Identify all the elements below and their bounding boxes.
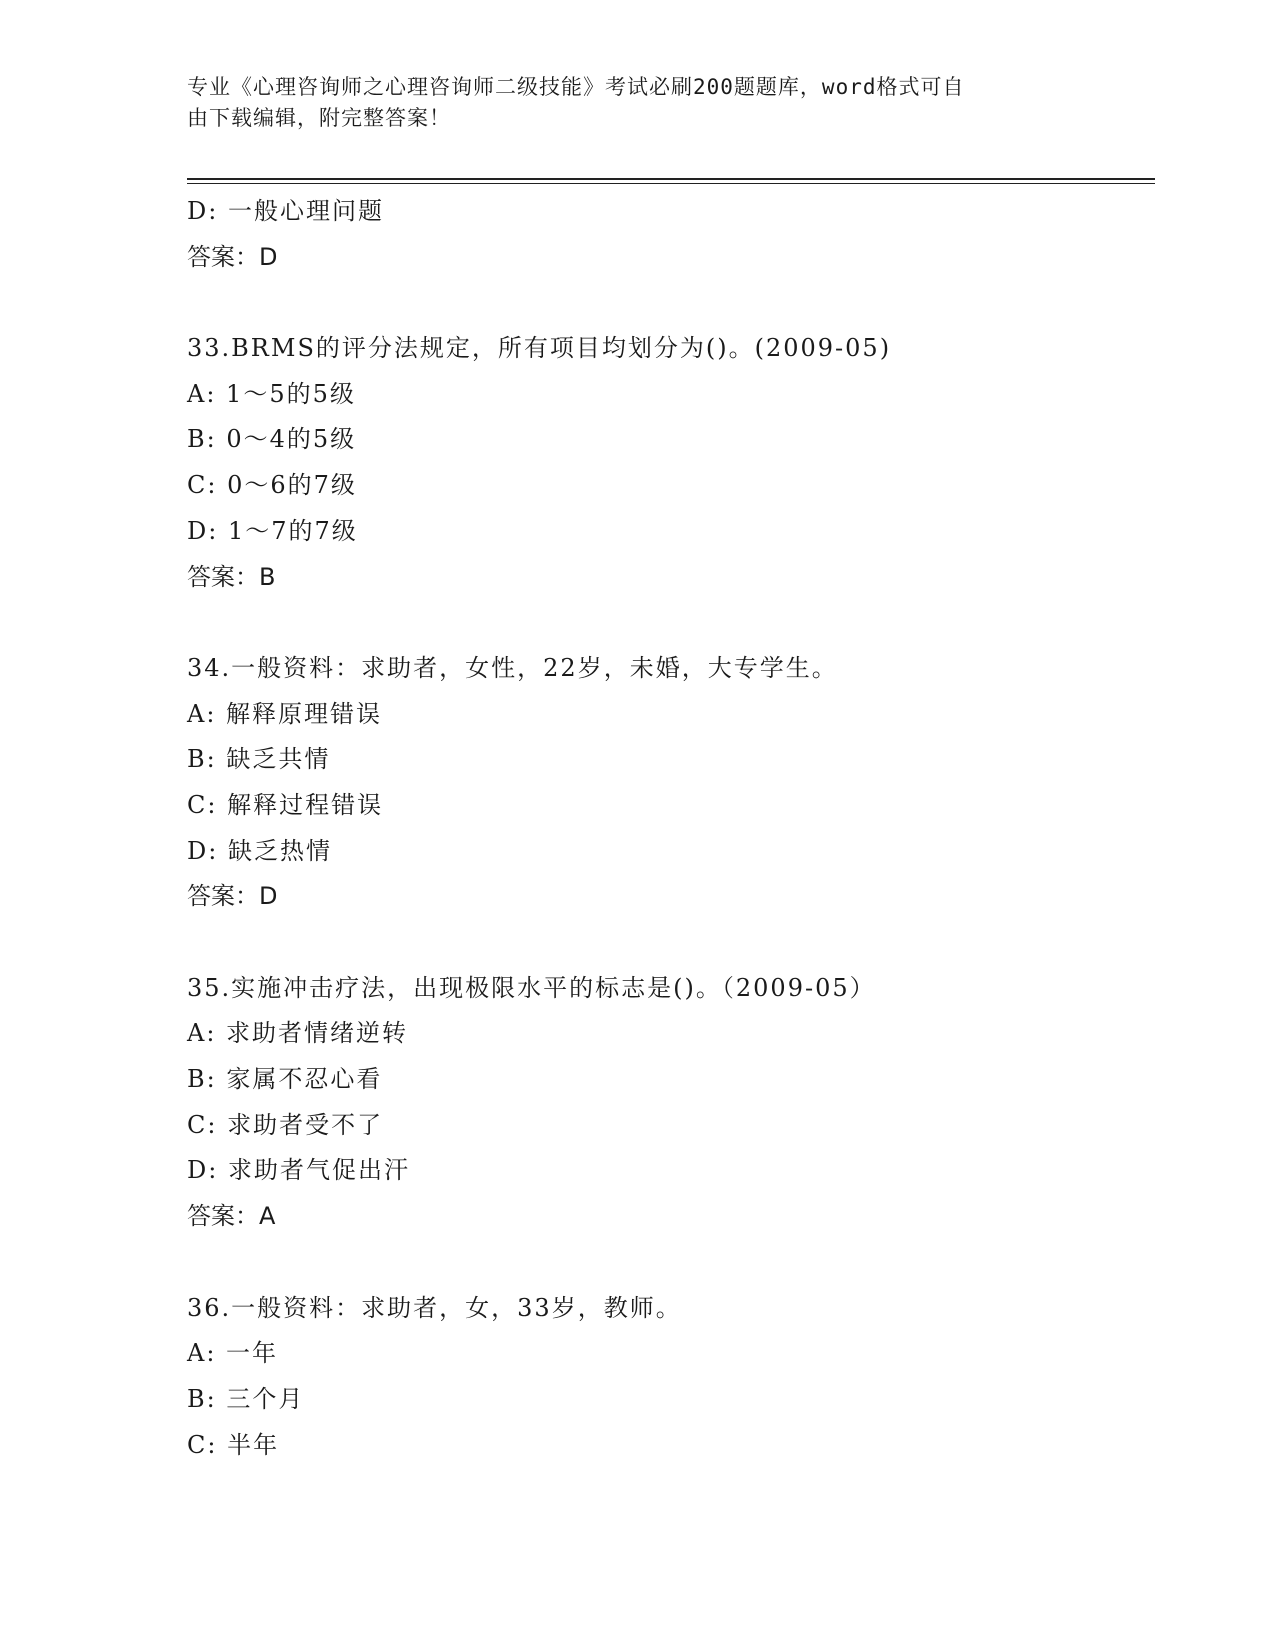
option-c: C: 0～6的7级 bbox=[187, 471, 357, 500]
question-36 bbox=[187, 1286, 1155, 1469]
answer: 答案：B bbox=[187, 562, 276, 591]
header-rule-thin bbox=[187, 183, 1155, 184]
spacer bbox=[187, 280, 1155, 326]
option-b: B: 0～4的5级 bbox=[187, 425, 357, 454]
option-b: B: 家属不忍心看 bbox=[187, 1065, 383, 1094]
question-35 bbox=[187, 966, 1155, 1240]
option-d: D: 1～7的7级 bbox=[187, 516, 358, 545]
question-stem: 34.一般资料：求助者，女性，22岁，未婚，大专学生。 bbox=[187, 653, 838, 682]
answer: 答案：A bbox=[187, 1202, 276, 1231]
option-d: D: 缺乏热情 bbox=[187, 836, 332, 865]
question-stem: 33.BRMS的评分法规定，所有项目均划分为()。(2009-05) bbox=[187, 334, 892, 363]
option-a: A: 解释原理错误 bbox=[187, 699, 383, 728]
option-c: C: 求助者受不了 bbox=[187, 1110, 384, 1139]
question-list bbox=[187, 189, 1155, 1468]
prev-question-option-d: D: 一般心理问题 bbox=[187, 197, 384, 225]
question-33 bbox=[187, 326, 1155, 600]
option-a: A: 1～5的5级 bbox=[187, 379, 356, 408]
spacer bbox=[187, 920, 1155, 966]
question-stem: 35.实施冲击疗法，出现极限水平的标志是()。（2009-05） bbox=[187, 973, 876, 1002]
question-stem: 36.一般资料：求助者，女，33岁，教师。 bbox=[187, 1293, 682, 1322]
header-title-line-1: 专业《心理咨询师之心理咨询师二级技能》考试必刷200题题库，word格式可自 bbox=[187, 75, 965, 99]
header-rule-thick bbox=[187, 178, 1155, 180]
option-c: C: 解释过程错误 bbox=[187, 790, 384, 819]
option-b: B: 缺乏共情 bbox=[187, 745, 331, 774]
option-a: A: 求助者情绪逆转 bbox=[187, 1019, 409, 1048]
option-b: B: 三个月 bbox=[187, 1384, 305, 1413]
option-d: D: 求助者气促出汗 bbox=[187, 1156, 410, 1185]
option-a: A: 一年 bbox=[187, 1339, 279, 1368]
header-title-line-2: 由下载编辑，附完整答案！ bbox=[187, 106, 451, 130]
document-header bbox=[187, 72, 1067, 134]
spacer bbox=[187, 600, 1155, 646]
spacer bbox=[187, 1240, 1155, 1286]
prev-question-answer: 答案：D bbox=[187, 242, 278, 271]
question-34 bbox=[187, 646, 1155, 920]
option-c: C: 半年 bbox=[187, 1430, 280, 1459]
answer: 答案：D bbox=[187, 882, 278, 911]
